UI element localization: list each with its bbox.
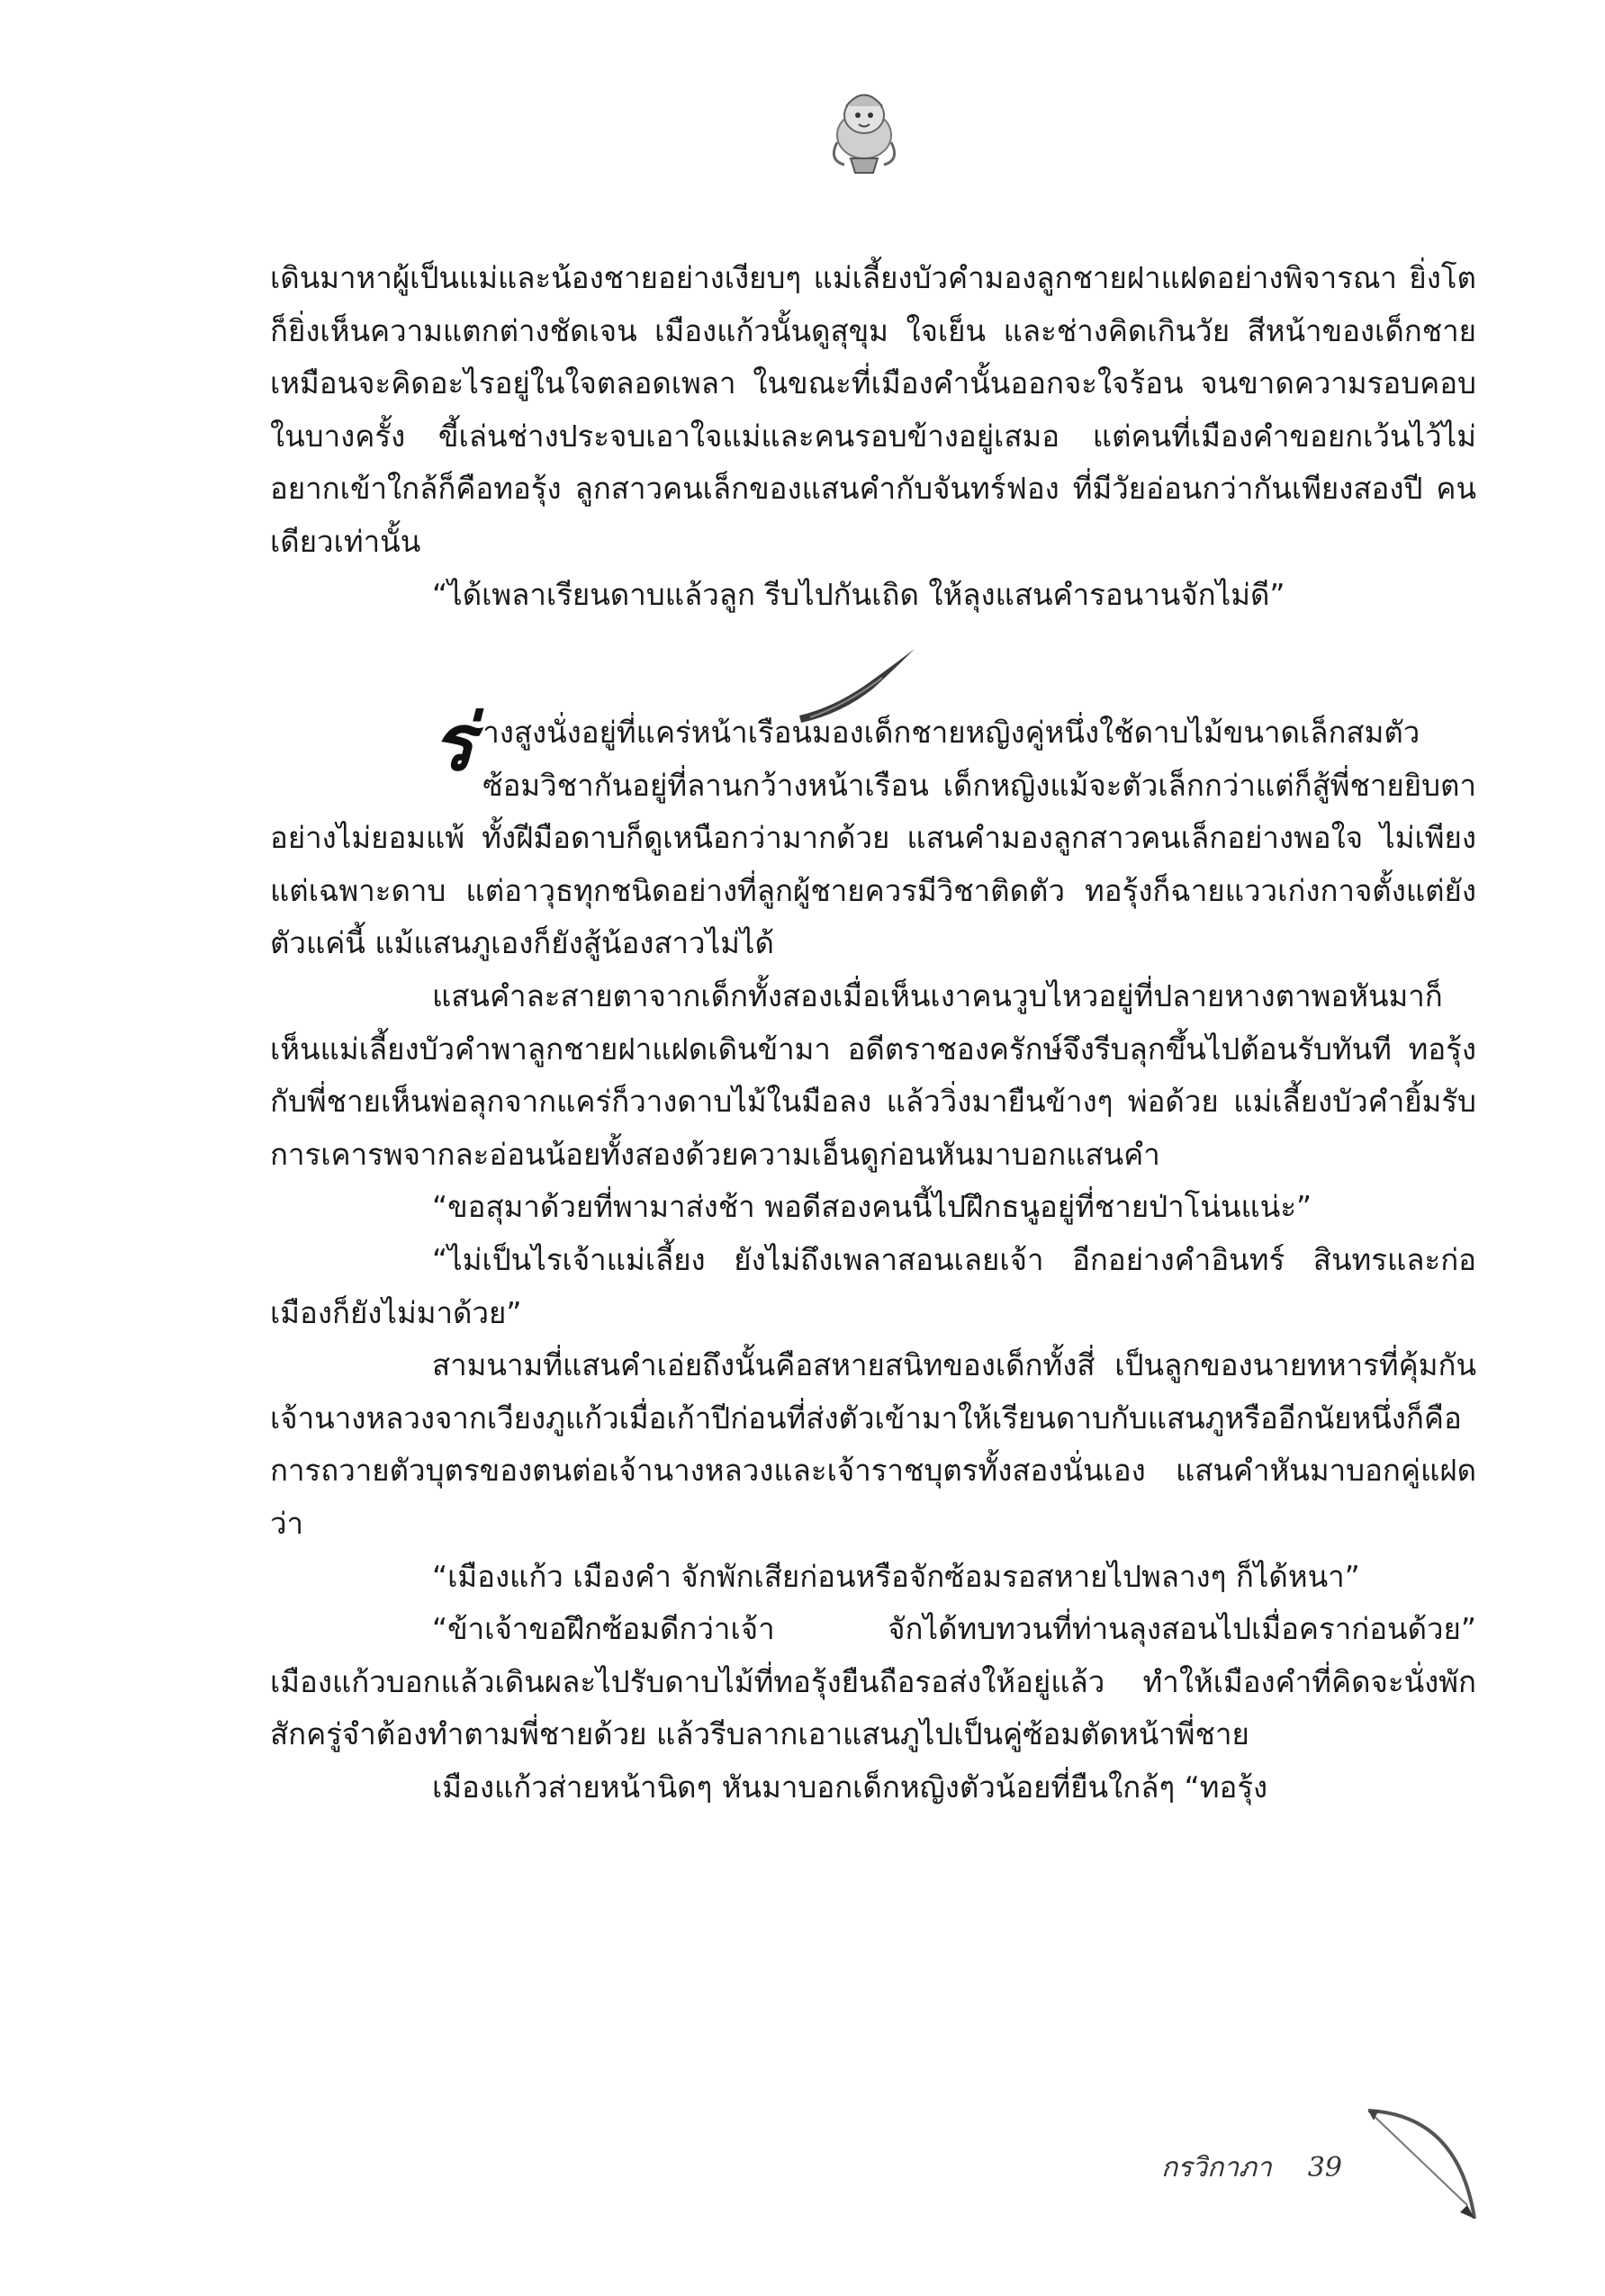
dialogue-paragraph: “เมืองแก้ว เมืองคำ จักพักเสียก่อนหรือจักซ้อมรอสหายไปพลางๆ ก็ได้หนา” <box>432 1558 1360 1594</box>
text-block-bottom <box>270 698 1476 1814</box>
page-footer <box>1161 2147 1342 2189</box>
bow-and-arrow-icon <box>1359 2097 1485 2232</box>
paragraph-text: างสูงนั่งอยู่ที่แคร่หน้าเรือนมองเด็กชายหญิงคู่หนึ่งใช้ดาบไม้ขนาดเล็กสมตัวซ้อมวิชากันอยู่ที่ลานกว้างหน้าเรือน เด็กหญิงแม้จะตัวเล็กกว่าแต่ก็สู้พี่ชายยิบตาอย่างไม่ยอมแพ้ ทั้งฝีมือดาบก็ดูเหนือกว่ามากด้วย แสนคำมองลูกสาวคนเล็กอย่างพอใจ ไม่เพียงแต่เฉพาะดาบ แต่อาวุธทุกชนิดอย่างที่ลูกผู้ชายควรมีวิชาติดตัว ทอรุ้งก็ฉายแววเก่งกาจตั้งแต่ยังตัวแค่นี้ แม้แสนภูเองก็ยังสู้น้องสาวไม่ได้ <box>270 715 1476 961</box>
paragraph: เดินมาหาผู้เป็นแม่และน้องชายอย่างเงียบๆ แม่เลี้ยงบัวคำมองลูกชายฝาแฝดอย่างพิจารณา ยิ่งโตก็ยิ่งเห็นความแตกต่างชัดเจน เมืองแก้วนั้นดูสุขุม ใจเย็น และช่างคิดเกินวัย สีหน้าของเด็กชายเหมือนจะคิดอะไรอยู่ในใจตลอดเพลา ในขณะที่เมืองคำนั้นออกจะใจร้อน จนขาดความรอบคอบในบางครั้ง ขี้เล่นช่างประจบเอาใจแม่และคนรอบข้างอยู่เสมอ แต่คนที่เมืองคำขอยกเว้นไว้ไม่อยากเข้าใกล้ก็คือทอรุ้ง ลูกสาวคนเล็กของแสนคำกับจันทร์ฟอง ที่มีวัยอ่อนกว่ากันเพียงสองปี คนเดียวเท่านั้น <box>270 260 1476 559</box>
dialogue-paragraph: “ขอสุมาด้วยที่พามาส่งช้า พอดีสองคนนี้ไปฝึกธนูอยู่ที่ชายป่าโน่นแน่ะ” <box>432 1189 1312 1225</box>
section-first-paragraph <box>270 698 1476 970</box>
text-block-top <box>270 252 1476 621</box>
paragraph: สามนามที่แสนคำเอ่ยถึงนั้นคือสหายสนิทของเด็กทั้งสี่ เป็นลูกของนายทหารที่คุ้มกันเจ้านางหลวงจากเวียงภูแก้วเมื่อเก้าปีก่อนที่ส่งตัวเข้ามาให้เรียนดาบกับแสนภูหรืออีกนัยหนึ่งก็คือการถวายตัวบุตรของตนต่อเจ้านางหลวงและเจ้าราชบุตรทั้งสองนั่นเอง แสนคำหันมาบอกคู่แฝดว่า <box>270 1347 1476 1541</box>
book-title: กรวิกาภา <box>1161 2152 1272 2183</box>
drop-cap: ร่ <box>432 698 474 788</box>
paragraph: แสนคำละสายตาจากเด็กทั้งสองเมื่อเห็นเงาคนวูบไหวอยู่ที่ปลายหางตาพอหันมาก็เห็นแม่เลี้ยงบัวคำพาลูกชายฝาแฝดเดินข้ามา อดีตราชองครักษ์จึงรีบลุกขึ้นไปต้อนรับทันที ทอรุ้งกับพี่ชายเห็นพ่อลุกจากแคร่ก็วางดาบไม้ในมือลง แล้ววิ่งมายืนข้างๆ พ่อด้วย แม่เลี้ยงบัวคำยิ้มรับการเคารพจากละอ่อนน้อยทั้งสองด้วยความเอ็นดูก่อนหันมาบอกแสนคำ <box>270 977 1476 1172</box>
page-number: 39 <box>1307 2152 1342 2183</box>
dialogue-paragraph: “ได้เพลาเรียนดาบแล้วลูก รีบไปกันเถิด ให้ลุงแสนคำรอนานจักไม่ดี” <box>432 576 1285 612</box>
character-illustration-icon <box>819 79 909 178</box>
dialogue-paragraph: “ไม่เป็นไรเจ้าแม่เลี้ยง ยังไม่ถึงเพลาสอนเลยเจ้า อีกอย่างคำอินทร์ สินทรและก่อเมืองก็ยังไม่มาด้วย” <box>270 1241 1476 1330</box>
paragraph: เมืองแก้วส่ายหน้านิดๆ หันมาบอกเด็กหญิงตัวน้อยที่ยืนใกล้ๆ “ทอรุ้ง <box>432 1769 1268 1805</box>
dialogue-paragraph: “ข้าเจ้าขอฝึกซ้อมดีกว่าเจ้า จักได้ทบทวนที่ท่านลุงสอนไปเมื่อคราก่อนด้วย” เมืองแก้วบอกแล้วเดินผละไปรับดาบไม้ที่ทอรุ้งยืนถือรอส่งให้อยู่แล้ว ทำให้เมืองคำที่คิดจะนั่งพักสักครู่จำต้องทำตามพี่ชายด้วย แล้วรีบลากเอาแสนภูไปเป็นคู่ซ้อมตัดหน้าพี่ชาย <box>270 1611 1476 1752</box>
